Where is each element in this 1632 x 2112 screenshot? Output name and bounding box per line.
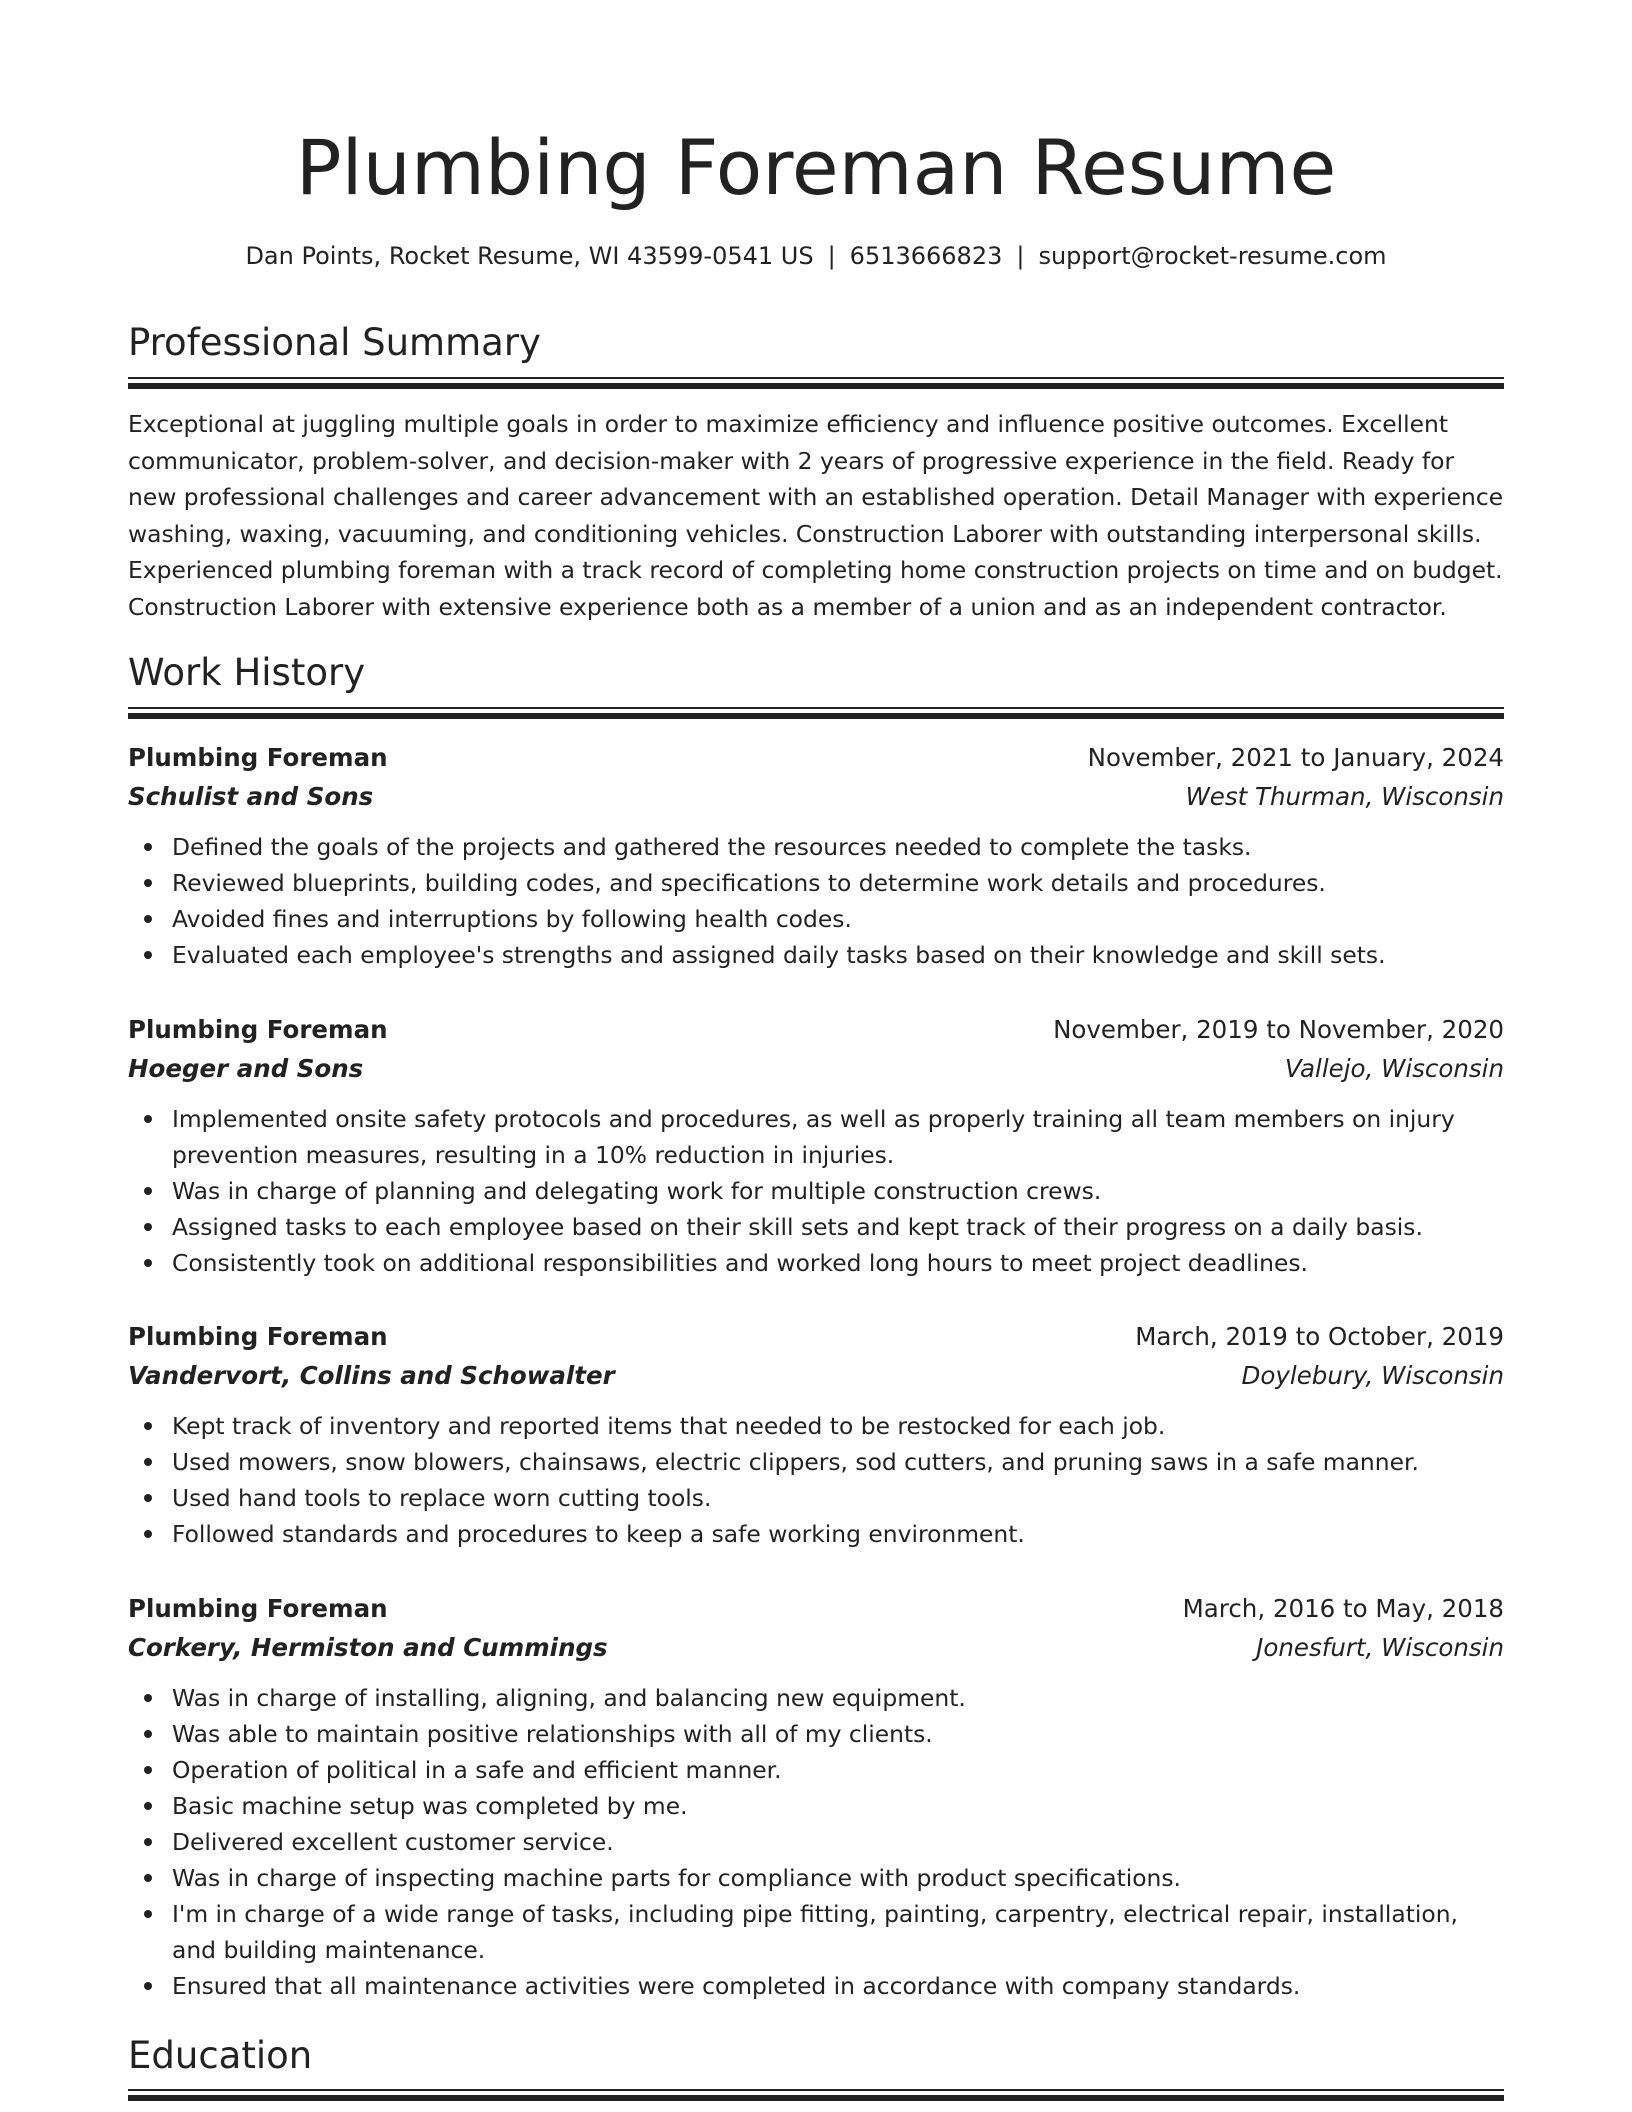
summary-divider <box>128 377 1504 389</box>
job-entry <box>128 1010 1504 1281</box>
job-location: Vallejo, Wisconsin <box>1284 1054 1504 1083</box>
job-bullet: Evaluated each employee's strengths and assigned daily tasks based on their knowledge and skill sets. <box>128 937 1504 973</box>
job-bullets <box>128 1680 1504 2004</box>
job-bullet: Operation of political in a safe and efficient manner. <box>128 1752 1504 1788</box>
job-bullet: Defined the goals of the projects and gathered the resources needed to complete the tasks. <box>128 829 1504 865</box>
job-company: Vandervort, Collins and Schowalter <box>128 1361 615 1390</box>
job-dates: November, 2021 to January, 2024 <box>1087 743 1504 772</box>
job-location: Doylebury, Wisconsin <box>1241 1361 1504 1390</box>
resume-title: Plumbing Foreman Resume <box>295 123 1337 212</box>
job-bullet: Reviewed blueprints, building codes, and specifications to determine work details and procedures. <box>128 865 1504 901</box>
job-title: Plumbing Foreman <box>128 1015 388 1044</box>
job-bullet: Avoided fines and interruptions by following health codes. <box>128 901 1504 937</box>
job-bullet: Basic machine setup was completed by me. <box>128 1788 1504 1824</box>
contact-separator: | <box>827 242 836 270</box>
job-bullet: Used hand tools to replace worn cutting tools. <box>128 1480 1504 1516</box>
job-company: Schulist and Sons <box>128 782 374 811</box>
job-title: Plumbing Foreman <box>128 743 388 772</box>
job-company: Corkery, Hermiston and Cummings <box>128 1633 608 1662</box>
job-bullet: Was able to maintain positive relationships with all of my clients. <box>128 1716 1504 1752</box>
contact-address: Dan Points, Rocket Resume, WI 43599-0541 US <box>245 242 814 270</box>
job-bullet: Delivered excellent customer service. <box>128 1824 1504 1860</box>
job-bullets <box>128 1101 1504 1281</box>
education-heading: Education <box>128 2034 313 2077</box>
job-bullet: I'm in charge of a wide range of tasks, including pipe fitting, painting, carpentry, electrical repair, installation, and building maintenance. <box>128 1896 1504 1968</box>
job-bullet: Assigned tasks to each employee based on their skill sets and kept track of their progress on a daily basis. <box>128 1209 1504 1245</box>
job-location: Jonesfurt, Wisconsin <box>1256 1633 1504 1662</box>
work-history-divider <box>128 707 1504 719</box>
work-history-heading: Work History <box>128 651 366 694</box>
contact-phone: 6513666823 <box>849 242 1003 270</box>
job-bullet: Ensured that all maintenance activities were completed in accordance with company standards. <box>128 1968 1504 2004</box>
job-bullet: Consistently took on additional responsibilities and worked long hours to meet project deadlines. <box>128 1245 1504 1281</box>
job-dates: November, 2019 to November, 2020 <box>1053 1015 1504 1044</box>
job-bullets <box>128 1408 1504 1552</box>
contact-line <box>128 238 1504 274</box>
job-bullet: Was in charge of installing, aligning, and balancing new equipment. <box>128 1680 1504 1716</box>
job-entry <box>128 738 1504 973</box>
summary-text: Exceptional at juggling multiple goals in order to maximize efficiency and influence positive outcomes. Excellent communicator, problem-solver, and decision-maker with 2 years of progressive experience in the field. Ready for new professional challenges and career advancement with an established operation. Detail Manager with experience washing, waxing, vacuuming, and conditioning vehicles. Construction Laborer with outstanding interpersonal skills. Experienced plumbing foreman with a track record of completing home construction projects on time and on budget. Construction Laborer with extensive experience both as a member of a union and as an independent contractor. <box>128 410 1504 621</box>
contact-separator: | <box>1016 242 1025 270</box>
job-dates: March, 2016 to May, 2018 <box>1182 1594 1504 1623</box>
job-bullet: Implemented onsite safety protocols and procedures, as well as properly training all team members on injury prevention measures, resulting in a 10% reduction in injuries. <box>128 1101 1504 1173</box>
job-title: Plumbing Foreman <box>128 1594 388 1623</box>
summary-heading: Professional Summary <box>128 321 541 364</box>
job-dates: March, 2019 to October, 2019 <box>1135 1322 1504 1351</box>
job-bullet: Was in charge of planning and delegating work for multiple construction crews. <box>128 1173 1504 1209</box>
education-divider <box>128 2089 1504 2101</box>
job-entry <box>128 1317 1504 1552</box>
job-location: West Thurman, Wisconsin <box>1185 782 1504 811</box>
contact-email[interactable]: support@rocket-resume.com <box>1038 242 1387 270</box>
job-bullet: Used mowers, snow blowers, chainsaws, electric clippers, sod cutters, and pruning saws in a safe manner. <box>128 1444 1504 1480</box>
job-bullet: Was in charge of inspecting machine parts for compliance with product specifications. <box>128 1860 1504 1896</box>
job-title: Plumbing Foreman <box>128 1322 388 1351</box>
job-entry <box>128 1589 1504 2004</box>
job-bullets <box>128 829 1504 973</box>
job-company: Hoeger and Sons <box>128 1054 364 1083</box>
job-bullet: Followed standards and procedures to keep a safe working environment. <box>128 1516 1504 1552</box>
job-bullet: Kept track of inventory and reported items that needed to be restocked for each job. <box>128 1408 1504 1444</box>
